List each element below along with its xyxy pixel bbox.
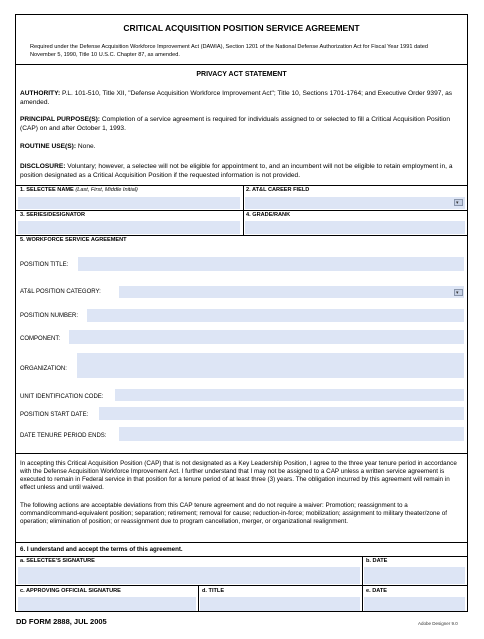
selectee-name-label-text: 1. SELECTEE NAME <box>20 187 74 193</box>
divider <box>16 235 467 236</box>
workforce-agreement-label: 5. WORKFORCE SERVICE AGREEMENT <box>20 237 127 243</box>
grade-field[interactable] <box>245 221 465 234</box>
start-date-field[interactable] <box>99 407 464 420</box>
disclosure-paragraph <box>20 163 462 180</box>
position-title-label: POSITION TITLE: <box>20 262 69 268</box>
purpose-text: Completion of a service agreement is required for individuals assigned to or selected to fill a Critical Acquisition Position (CAP) on and after October 1, 1993. <box>20 116 451 132</box>
position-number-field[interactable] <box>87 309 464 322</box>
authority-paragraph <box>20 90 462 107</box>
grade-label: 4. GRADE/RANK <box>246 212 291 218</box>
disclosure-label: DISCLOSURE: <box>20 163 66 170</box>
selectee-signature-label: a. SELECTEE'S SIGNATURE <box>20 558 95 564</box>
purpose-label: PRINCIPAL PURPOSE(S): <box>20 116 100 123</box>
authority-label: AUTHORITY: <box>20 90 61 97</box>
privacy-heading: PRIVACY ACT STATEMENT <box>196 71 287 78</box>
selectee-name-label <box>20 187 138 193</box>
authority-text: P.L. 101-510, Title XII, "Defense Acquisition Workforce Improvement Act"; Title 10, Sections 1701-1764; and Executive Order 9397, as amended. <box>20 90 453 106</box>
selectee-name-hint: (Last, First, Middle Initial) <box>75 187 138 193</box>
form-container <box>15 14 468 612</box>
divider <box>16 453 467 454</box>
approving-date-field[interactable] <box>364 597 465 611</box>
accept-terms-label: 6. I understand and accept the terms of this agreement. <box>20 546 183 553</box>
routine-label: ROUTINE USE(S): <box>20 143 77 150</box>
position-title-field[interactable] <box>78 257 464 271</box>
approving-title-label: d. TITLE <box>202 588 225 594</box>
divider <box>362 585 363 611</box>
routine-text: None. <box>77 143 96 150</box>
series-field[interactable] <box>18 221 240 234</box>
uic-label: UNIT IDENTIFICATION CODE: <box>20 394 104 400</box>
component-field[interactable] <box>69 330 464 344</box>
category-select[interactable] <box>119 286 464 298</box>
category-dropdown[interactable] <box>454 289 463 296</box>
divider <box>16 64 467 65</box>
selectee-date-label: b. DATE <box>366 558 388 564</box>
position-number-label: POSITION NUMBER: <box>20 313 79 319</box>
chevron-down-icon: ▾ <box>456 200 459 206</box>
form-subtitle: Required under the Defense Acquisition Workforce Improvement Act (DAWIA), Section 1201 of the National Defense Authorization Act for Fiscal Year 1991 dated November 5, 1990, Title 10 U.S.C. Chapter 87, as amended. <box>30 44 428 58</box>
approving-signature-label: c. APPROVING OFFICIAL SIGNATURE <box>20 588 121 594</box>
divider <box>16 542 467 543</box>
disclosure-text: Voluntary; however, a selectee will not be eligible for appointment to, and an incumbent will not be eligible to retain employment in, a position designated as a Critical Acquisition Position if the requested information is not provided. <box>20 163 453 179</box>
selectee-date-field[interactable] <box>364 567 465 584</box>
approving-signature-field[interactable] <box>18 597 196 611</box>
routine-paragraph <box>20 143 462 152</box>
series-label: 3. SERIES/DESIGNATOR <box>20 212 86 218</box>
uic-field[interactable] <box>115 389 464 401</box>
organization-label: ORGANIZATION: <box>20 366 67 372</box>
component-label: COMPONENT: <box>20 336 61 342</box>
organization-field[interactable] <box>77 353 464 378</box>
agreement-text-2: The following actions are acceptable deviations from this CAP tenure agreement and do not require a waiver: Promotion; reassignment to a command/command-equivalent position; separation; retirement; removal for cause; reduction-in-force; mobilization; assignment to military theater/zone of operation; elimination of position; or reassignment due to program cancellation, merger, or organizational realignment. <box>20 502 447 525</box>
purpose-paragraph <box>20 116 462 133</box>
form-number: DD FORM 2888, JUL 2005 <box>16 617 107 626</box>
approving-title-field[interactable] <box>200 597 360 611</box>
divider <box>16 185 467 186</box>
form-title: CRITICAL ACQUISITION POSITION SERVICE AGREEMENT <box>123 23 360 33</box>
divider <box>198 585 199 611</box>
divider <box>16 585 467 586</box>
selectee-name-field[interactable] <box>18 197 240 209</box>
chevron-down-icon: ▾ <box>456 290 459 296</box>
divider <box>362 556 363 585</box>
start-date-label: POSITION START DATE: <box>20 412 89 418</box>
software-note: Adobe Designer 9.0 <box>418 621 458 626</box>
approving-date-label: e. DATE <box>366 588 388 594</box>
agreement-text-1: In accepting this Critical Acquisition Position (CAP) that is not designated as a Key Leadership Position, I agree to the three year tenure period in accordance with the Defense Acquisition Workforce Improvement Act. I further understand that I may not be assigned to a CAP unless a written service agreement is executed to remain in Federal service in that position for a tenure period of at least three (3) years. The obligation incurred by this agreement will remain in effect unless and until waived. <box>20 460 457 491</box>
divider <box>16 210 467 211</box>
tenure-end-label: DATE TENURE PERIOD ENDS: <box>20 433 107 439</box>
category-label: AT&L POSITION CATEGORY: <box>20 289 101 295</box>
career-field-label: 2. AT&L CAREER FIELD <box>246 187 310 193</box>
divider <box>16 556 467 557</box>
tenure-end-field[interactable] <box>119 427 464 441</box>
career-field-select[interactable] <box>245 197 465 209</box>
career-field-dropdown[interactable] <box>454 199 463 206</box>
selectee-signature-field[interactable] <box>18 567 360 584</box>
